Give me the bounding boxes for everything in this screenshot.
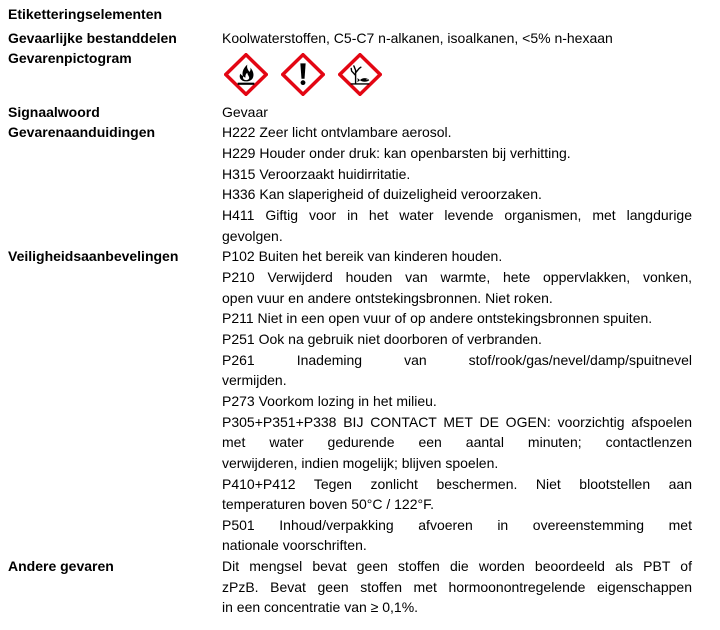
precautionary-statement-line: P501 Inhoud/verpakking afvoeren in overeenstemming met (222, 516, 692, 533)
hazard-statement-line: H229 Houder onder druk: kan openbarsten bij verhitting. (222, 145, 571, 161)
precautionary-statement-line: P273 Voorkom lozing in het milieu. (222, 392, 437, 409)
precautionary-statement-line: temperaturen boven 50°C / 122°F. (222, 496, 434, 513)
hazardous-components-label: Gevaarlijke bestanddelen (8, 29, 177, 46)
ghs02-flame-icon (224, 53, 268, 96)
hazard-statement-line: H222 Zeer licht ontvlambare aerosol. (222, 124, 452, 141)
signal-word-label: Signaalwoord (8, 103, 100, 120)
precautionary-statement-p273 (222, 391, 692, 412)
hazard-statements-label: Gevarenaanduidingen (8, 124, 156, 141)
section-heading: Etiketteringselementen (8, 6, 163, 22)
hazardous-components-value: Koolwaterstoffen, C5-C7 n-alkanen, isoalkanen, <5% n-hexaan (222, 29, 613, 46)
precautionary-statement-p102 (222, 246, 692, 267)
row-signal-word (8, 102, 692, 123)
hazard-statements-list (222, 122, 692, 246)
precautionary-statement-line: P261 Inademing van stof/rook/gas/nevel/damp/spuitnevel (222, 351, 692, 368)
row-hazard-pictograms (8, 48, 692, 101)
hazard-statement-line: H336 Kan slaperigheid of duizeligheid veroorzaken. (222, 186, 542, 203)
hazard-statement-h336 (222, 184, 692, 205)
pictogram-list (222, 48, 692, 96)
precautionary-statement-p210 (222, 267, 692, 308)
precautionary-statement-line: P305+P351+P338 BIJ CONTACT MET DE OGEN: voorzichtig afspoelen (222, 413, 692, 430)
precautionary-statement-line: P410+P412 Tegen zonlicht beschermen. Niet blootstellen aan (222, 475, 692, 492)
ghs07-exclamation-mark-icon (281, 53, 325, 96)
row-precautionary-statements (8, 246, 692, 556)
other-hazards-text (222, 556, 692, 618)
precautionary-statement-line: P211 Niet in een open vuur of op andere ontstekingsbronnen spuiten. (222, 310, 653, 327)
hazard-pictograms-label: Gevarenpictogram (8, 50, 132, 67)
hazard-statement-line: H411 Giftig voor in het water levende organismen, met langdurige (222, 206, 692, 223)
precautionary-statement-p211 (222, 308, 692, 329)
precautionary-statements-label: Veiligheidsaanbevelingen (8, 248, 179, 265)
precautionary-statement-p261 (222, 350, 692, 391)
precautionary-statement-line: P210 Verwijderd houden van warmte, hete oppervlakken, vonken, (222, 268, 692, 285)
precautionary-statement-p251 (222, 329, 692, 350)
precautionary-statement-line: verwijderen, indien mogelijk; blijven spoelen. (222, 454, 499, 471)
precautionary-statement-line: nationale voorschriften. (222, 537, 367, 554)
other-hazards-line: zPzB. Bevat geen stoffen met hormoonontregelende eigenschappen (222, 578, 692, 595)
labeling-elements-section (8, 4, 692, 618)
precautionary-statement-p410-p412 (222, 474, 692, 515)
precautionary-statement-p305-p351-p338 (222, 412, 692, 474)
hazard-statement-line: H315 Veroorzaakt huidirritatie. (222, 165, 411, 182)
precautionary-statements-list (222, 246, 692, 556)
hazard-statement-h229 (222, 143, 692, 164)
precautionary-statement-p501 (222, 515, 692, 556)
hazard-statement-line: gevolgen. (222, 227, 283, 244)
row-hazard-statements (8, 122, 692, 246)
precautionary-statement-line: open vuur en andere ontstekingsbronnen. Niet roken. (222, 289, 553, 306)
ghs09-environment-icon (338, 53, 382, 96)
hazard-statement-h222 (222, 122, 692, 143)
precautionary-statement-line: P251 Ook na gebruik niet doorboren of verbranden. (222, 330, 542, 347)
other-hazards-line: in een concentratie van ≥ 0,1%. (222, 599, 419, 616)
row-hazardous-components (8, 28, 692, 49)
hazard-pictograms-value (222, 48, 692, 101)
other-hazards-line: Dit mengsel bevat geen stoffen die worden beoordeeld als PBT of (222, 558, 692, 575)
hazard-statement-h411 (222, 205, 692, 246)
hazard-statement-h315 (222, 164, 692, 185)
precautionary-statement-line: met water gedurende een aantal minuten; contactlenzen (222, 434, 692, 451)
precautionary-statement-line: vermijden. (222, 372, 287, 389)
signal-word-value: Gevaar (222, 103, 268, 120)
other-hazards-label: Andere gevaren (8, 558, 114, 575)
precautionary-statement-line: P102 Buiten het bereik van kinderen houden. (222, 248, 503, 265)
row-other-hazards (8, 556, 692, 618)
